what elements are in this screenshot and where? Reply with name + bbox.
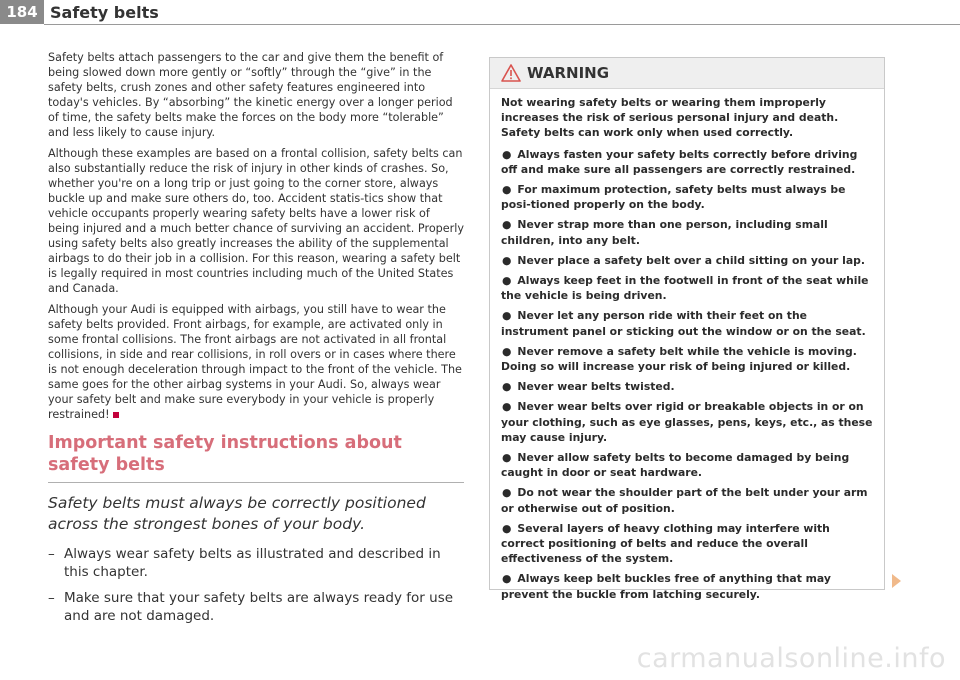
warning-body — [490, 89, 884, 602]
bullet-icon: ● — [502, 400, 512, 414]
bullet-icon: ● — [502, 486, 512, 500]
warning-item — [501, 308, 876, 338]
body-paragraph-3-text: Although your Audi is equipped with airbags, you still have to wear the safety belts provided. Front airbags, for example, are activated only in some frontal collisions. The front airbags are not activated in all frontal collisions, in side and rear collisions, in roll overs or in cases where there is not enough deceleration through impact to the front of the vehicle. The same goes for the other airbag systems in your Audi. So, always wear your safety belt and make sure everybody in your vehicle is properly restrained! — [48, 303, 462, 421]
warning-intro: Not wearing safety belts or wearing them improperly increases the risk of serious personal injury and death. Safety belts can work only when used correctly. — [501, 96, 839, 140]
warning-item — [501, 273, 876, 303]
body-paragraph-2: Although these examples are based on a frontal collision, safety belts can also substantially reduce the risk of injury in other kinds of crashes. So, whether you're on a long trip or just going to the corner store, always buckle up and make sure others do, too. Accident statis-tics show that vehicle occupants properly wearing safety belts have a lower risk of being injured and a much better chance of surviving an accident. Properly using safety belts also greatly increases the ability of the supplemental airbags to do their job in a collision. For this reason, wearing a safety belt is legally required in most countries including much of the United States and Canada. — [48, 147, 464, 295]
warning-item-text: For maximum protection, safety belts must always be posi-tioned properly on the body. — [501, 183, 846, 212]
warning-item — [501, 379, 876, 394]
bullet-icon: ● — [502, 274, 512, 288]
dash-marker: – — [48, 546, 55, 562]
list-item-text: Make sure that your safety belts are always ready for use and are not damaged. — [64, 590, 454, 624]
watermark: carmanualsonline.info — [636, 643, 946, 674]
dash-marker: – — [48, 590, 55, 606]
warning-item-text: Never remove a safety belt while the vehicle is moving. Doing so will increase your risk of being injured or killed. — [501, 344, 857, 374]
list-item — [48, 545, 464, 581]
bullet-icon: ● — [502, 451, 512, 465]
warning-item-text: Several layers of heavy clothing may interfere with correct positioning of belts and reduce the overall effectiveness of the system. — [501, 521, 830, 566]
list-item-text: Always wear safety belts as illustrated and described in this chapter. — [64, 546, 441, 580]
body-paragraph-1: Safety belts attach passengers to the car and give them the benefit of being slowed down more gently or “softly” through the “give” in the safety belts, crush zones and other safety features engineered into today's vehicles. By “absorbing” the kinetic energy over a longer period of time, the safety belts make the forces on the body more “tolerable” and less likely to cause injury. — [48, 51, 453, 139]
bullet-icon: ● — [502, 344, 512, 358]
header-divider — [44, 24, 960, 25]
instruction-list — [48, 545, 464, 625]
warning-box — [489, 57, 885, 601]
left-column — [48, 50, 464, 633]
warning-item-text: Always keep feet in the footwell in front of the seat while the vehicle is being driven. — [501, 274, 869, 303]
warning-item-text: Never wear belts twisted. — [517, 380, 675, 394]
warning-item-text: Always fasten your safety belts correctly before driving off and make sure all passengers are correctly restrained. — [501, 147, 858, 176]
bullet-icon: ● — [502, 218, 512, 232]
warning-triangle-icon — [501, 64, 521, 82]
warning-item-text: Do not wear the shoulder part of the belt under your arm or otherwise out of position. — [501, 486, 868, 515]
warning-item-text: Never let any person ride with their feet on the instrument panel or sticking out the window or on the seat. — [501, 309, 866, 338]
warning-item — [501, 450, 876, 480]
warning-item — [501, 571, 876, 601]
lead-statement: Safety belts must always be correctly positioned across the strongest bones of your body. — [48, 494, 426, 533]
warning-header — [490, 58, 884, 89]
bullet-icon: ● — [502, 380, 512, 394]
page-number-badge: 184 — [0, 0, 44, 24]
bullet-icon: ● — [502, 253, 512, 267]
continue-arrow-icon — [892, 574, 901, 588]
warning-item — [501, 182, 876, 212]
warning-item — [501, 399, 876, 445]
warning-item — [501, 344, 876, 374]
bullet-icon: ● — [502, 147, 512, 161]
bullet-icon: ● — [502, 183, 512, 197]
bullet-icon: ● — [502, 521, 512, 535]
bullet-icon: ● — [502, 572, 512, 586]
warning-title: WARNING — [527, 64, 610, 82]
warning-item-text: Never allow safety belts to become damaged by being caught in door or seat hardware. — [501, 451, 850, 480]
list-item — [48, 589, 464, 625]
section-heading: Important safety instructions about safety belts — [48, 433, 402, 475]
warning-list — [501, 147, 876, 602]
warning-item-text: Never strap more than one person, including small children, into any belt. — [501, 218, 828, 247]
body-paragraph-3 — [48, 302, 464, 422]
warning-item-text: Always keep belt buckles free of anything that may prevent the buckle from latching securely. — [501, 572, 831, 601]
warning-item — [501, 217, 876, 247]
warning-item-text: Never place a safety belt over a child sitting on your lap. — [517, 253, 865, 267]
warning-item — [501, 147, 876, 177]
page-title: Safety belts — [50, 3, 159, 22]
section-end-marker-icon — [113, 412, 119, 418]
warning-item — [501, 485, 876, 515]
warning-item — [501, 521, 876, 567]
section-divider — [48, 482, 464, 483]
warning-item — [501, 253, 876, 268]
warning-item-text: Never wear belts over rigid or breakable objects in or on your clothing, such as eye glasses, pens, keys, etc., as these may cause injury. — [501, 400, 873, 444]
bullet-icon: ● — [502, 309, 512, 323]
